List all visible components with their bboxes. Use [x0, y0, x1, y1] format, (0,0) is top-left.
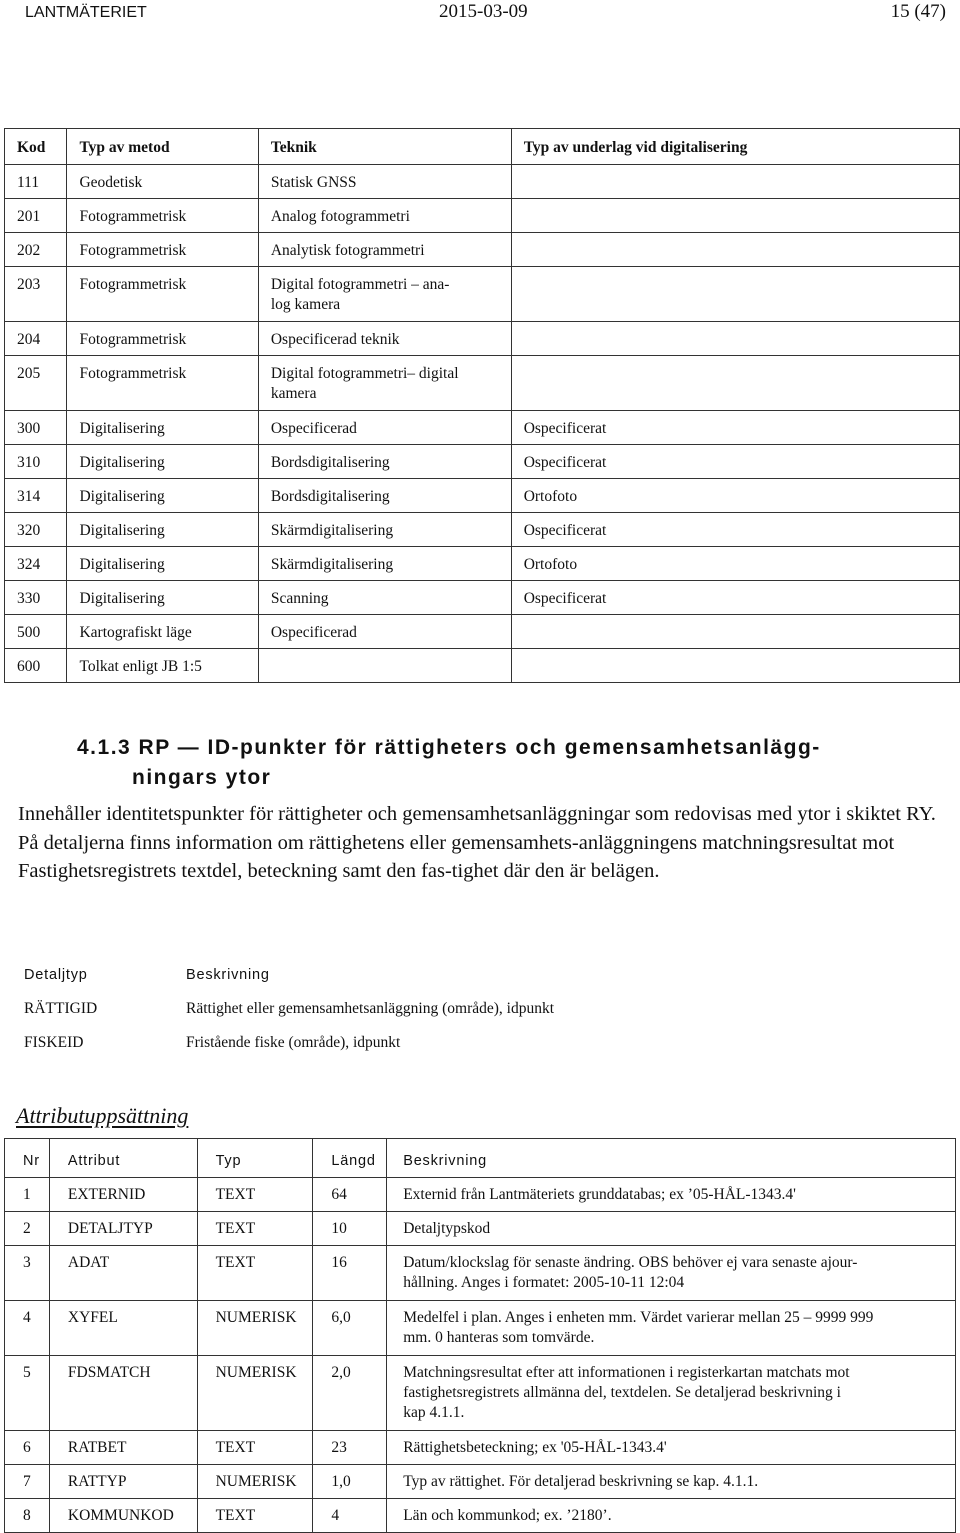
- table-cell: EXTERNID: [49, 1178, 197, 1212]
- table-cell: [511, 267, 959, 322]
- table-cell: Digitalisering: [67, 547, 258, 581]
- table-row: [5, 513, 960, 547]
- table-cell: TEXT: [197, 1178, 313, 1212]
- table-cell: Ortofoto: [511, 479, 959, 513]
- method-code-table: [4, 128, 960, 683]
- table-cell: Ospecificerad teknik: [258, 322, 511, 356]
- table-cell: [511, 322, 959, 356]
- table-cell: Matchningsresultat efter att informationen i registerkartan matchats mot fastighetsregistrets allmänna del, textdelen. Se detaljerad beskrivning i kap 4.1.1.: [387, 1356, 956, 1431]
- table-cell: 204: [5, 322, 67, 356]
- table-cell: Fristående fiske (område), idpunkt: [186, 1034, 401, 1051]
- attribute-set-heading: Attributuppsättning: [16, 1103, 189, 1128]
- table-cell: [511, 233, 959, 267]
- method-code-table-body: [5, 165, 960, 683]
- table-cell: Fotogrammetrisk: [67, 322, 258, 356]
- table-cell: Rättighetsbeteckning; ex '05-HÅL-1343.4': [387, 1431, 956, 1465]
- table-cell: 314: [5, 479, 67, 513]
- col-header-attribut: Attribut: [49, 1139, 197, 1178]
- table-cell: Scanning: [258, 581, 511, 615]
- table-cell: 64: [313, 1178, 387, 1212]
- table-cell: 1: [5, 1178, 50, 1212]
- table-cell: TEXT: [197, 1499, 313, 1533]
- table-cell: [511, 199, 959, 233]
- table-cell: Digital fotogrammetri – ana- log kamera: [258, 267, 511, 322]
- table-row: [5, 1499, 956, 1533]
- table-cell: Ortofoto: [511, 547, 959, 581]
- table-cell: 10: [313, 1212, 387, 1246]
- table-cell: Tolkat enligt JB 1:5: [67, 649, 258, 683]
- table-cell: KOMMUNKOD: [49, 1499, 197, 1533]
- table-cell: Kartografiskt läge: [67, 615, 258, 649]
- col-header-kod: Kod: [5, 129, 67, 165]
- table-cell: 310: [5, 445, 67, 479]
- table-cell: Analytisk fotogrammetri: [258, 233, 511, 267]
- table-row: [5, 1356, 956, 1431]
- table-cell: NUMERISK: [197, 1356, 313, 1431]
- table-cell: 2,0: [313, 1356, 387, 1431]
- header-date: 2015-03-09: [439, 1, 528, 22]
- table-cell: [511, 649, 959, 683]
- col-header-nr: Nr: [5, 1139, 50, 1178]
- section-heading-line2: ningars ytor: [132, 766, 272, 789]
- table-row: [5, 479, 960, 513]
- table-cell: 600: [5, 649, 67, 683]
- table-cell: 6,0: [313, 1301, 387, 1356]
- table-cell: DETALJTYP: [49, 1212, 197, 1246]
- page-header: [0, 0, 960, 28]
- table-cell: NUMERISK: [197, 1465, 313, 1499]
- table-cell: 300: [5, 411, 67, 445]
- table-cell: Digitalisering: [67, 479, 258, 513]
- table-cell: FISKEID: [24, 1034, 84, 1051]
- table-cell: Externid från Lantmäteriets grunddatabas; ex ’05-HÅL-1343.4': [387, 1178, 956, 1212]
- table-cell: Län och kommunkod; ex. ’2180’.: [387, 1499, 956, 1533]
- table-header-row: [5, 129, 960, 165]
- table-row: [5, 581, 960, 615]
- attribute-table: [4, 1138, 956, 1533]
- table-cell: 6: [5, 1431, 50, 1465]
- table-cell: 202: [5, 233, 67, 267]
- header-organization: LANTMÄTERIET: [25, 4, 147, 21]
- col-header-typ: Typ: [197, 1139, 313, 1178]
- table-cell: 23: [313, 1431, 387, 1465]
- table-cell: Rättighet eller gemensamhetsanläggning (område), idpunkt: [186, 1000, 555, 1017]
- table-cell: Fotogrammetrisk: [67, 233, 258, 267]
- table-cell: Digitalisering: [67, 581, 258, 615]
- table-row: [5, 445, 960, 479]
- table-cell: 320: [5, 513, 67, 547]
- table-cell: Ospecificerad: [258, 615, 511, 649]
- table-cell: 324: [5, 547, 67, 581]
- table-cell: 205: [5, 356, 67, 411]
- table-row: [5, 1431, 956, 1465]
- table-cell: Digitalisering: [67, 445, 258, 479]
- table-row: [5, 199, 960, 233]
- detail-type-table: [4, 956, 696, 1058]
- table-row: [5, 165, 960, 199]
- table-row: [5, 322, 960, 356]
- table-cell: 201: [5, 199, 67, 233]
- table-cell: [511, 356, 959, 411]
- table-cell: Skärmdigitalisering: [258, 547, 511, 581]
- col-header-beskrivning: Beskrivning: [186, 967, 270, 983]
- table-cell: 330: [5, 581, 67, 615]
- table-cell: [511, 165, 959, 199]
- table-header-row: [4, 956, 696, 990]
- table-row: [5, 1178, 956, 1212]
- table-cell: 2: [5, 1212, 50, 1246]
- table-row: [5, 1246, 956, 1301]
- table-cell: FDSMATCH: [49, 1356, 197, 1431]
- table-cell: 8: [5, 1499, 50, 1533]
- col-header-detaljtyp: Detaljtyp: [24, 967, 88, 983]
- table-row: [5, 267, 960, 322]
- table-cell: Ospecificerat: [511, 411, 959, 445]
- table-row: [5, 547, 960, 581]
- table-cell: [511, 615, 959, 649]
- table-row: [4, 990, 696, 1024]
- table-cell: 111: [5, 165, 67, 199]
- table-cell: TEXT: [197, 1431, 313, 1465]
- table-cell: Ospecificerat: [511, 581, 959, 615]
- table-cell: Bordsdigitalisering: [258, 445, 511, 479]
- table-cell: Ospecificerat: [511, 513, 959, 547]
- table-cell: 7: [5, 1465, 50, 1499]
- table-cell: Medelfel i plan. Anges i enheten mm. Värdet varierar mellan 25 – 9999 999 mm. 0 hanteras som tomvärde.: [387, 1301, 956, 1356]
- table-cell: Fotogrammetrisk: [67, 199, 258, 233]
- table-cell: TEXT: [197, 1246, 313, 1301]
- table-cell: 203: [5, 267, 67, 322]
- table-cell: 3: [5, 1246, 50, 1301]
- header-page-number: 15 (47): [890, 1, 946, 22]
- section-heading-line1: 4.1.3 RP — ID-punkter för rättigheters och gemensamhetsanlägg-: [77, 736, 821, 759]
- table-cell: 5: [5, 1356, 50, 1431]
- table-cell: 4: [5, 1301, 50, 1356]
- table-row: [5, 233, 960, 267]
- table-row: [5, 615, 960, 649]
- table-row: [5, 356, 960, 411]
- table-cell: Ospecificerat: [511, 445, 959, 479]
- table-cell: Fotogrammetrisk: [67, 356, 258, 411]
- table-cell: Detaljtypskod: [387, 1212, 956, 1246]
- table-cell: RATTYP: [49, 1465, 197, 1499]
- table-cell: Geodetisk: [67, 165, 258, 199]
- table-cell: RATBET: [49, 1431, 197, 1465]
- section-body-text: Innehåller identitetspunkter för rättigheter och gemensamhetsanläggningar som redovisas med ytor i skiktet RY. På detaljerna finns information om rättighetens eller gemensamhets-anläggningens matchningsresultat mot Fastighetsregistrets textdel, beteckning samt den fas-tighet där den är belägen.: [18, 803, 936, 882]
- table-cell: TEXT: [197, 1212, 313, 1246]
- table-cell: Fotogrammetrisk: [67, 267, 258, 322]
- table-cell: Bordsdigitalisering: [258, 479, 511, 513]
- table-cell: Digital fotogrammetri– digital kamera: [258, 356, 511, 411]
- section-heading: [77, 733, 957, 793]
- table-cell: Skärmdigitalisering: [258, 513, 511, 547]
- col-header-typ-av-metod: Typ av metod: [67, 129, 258, 165]
- table-cell: Datum/klockslag för senaste ändring. OBS behöver ej vara senaste ajour- hållning. Anges i formatet: 2005-10-11 12:04: [387, 1246, 956, 1301]
- table-header-row: [5, 1139, 956, 1178]
- table-cell: RÄTTIGID: [24, 1000, 98, 1017]
- table-cell: [258, 649, 511, 683]
- table-cell: 1,0: [313, 1465, 387, 1499]
- table-cell: Digitalisering: [67, 513, 258, 547]
- col-header-teknik: Teknik: [258, 129, 511, 165]
- col-header-typ-av-underlag: Typ av underlag vid digitalisering: [511, 129, 959, 165]
- table-cell: ADAT: [49, 1246, 197, 1301]
- table-cell: 16: [313, 1246, 387, 1301]
- table-cell: Analog fotogrammetri: [258, 199, 511, 233]
- table-row: [5, 649, 960, 683]
- table-cell: XYFEL: [49, 1301, 197, 1356]
- table-row: [5, 1301, 956, 1356]
- table-cell: NUMERISK: [197, 1301, 313, 1356]
- col-header-langd: Längd: [313, 1139, 387, 1178]
- col-header-beskrivning: Beskrivning: [387, 1139, 956, 1178]
- table-row: [4, 1024, 696, 1058]
- table-cell: Ospecificerad: [258, 411, 511, 445]
- table-cell: Typ av rättighet. För detaljerad beskrivning se kap. 4.1.1.: [387, 1465, 956, 1499]
- table-cell: 500: [5, 615, 67, 649]
- table-row: [5, 411, 960, 445]
- table-cell: Statisk GNSS: [258, 165, 511, 199]
- table-row: [5, 1212, 956, 1246]
- table-row: [5, 1465, 956, 1499]
- table-cell: 4: [313, 1499, 387, 1533]
- table-cell: Digitalisering: [67, 411, 258, 445]
